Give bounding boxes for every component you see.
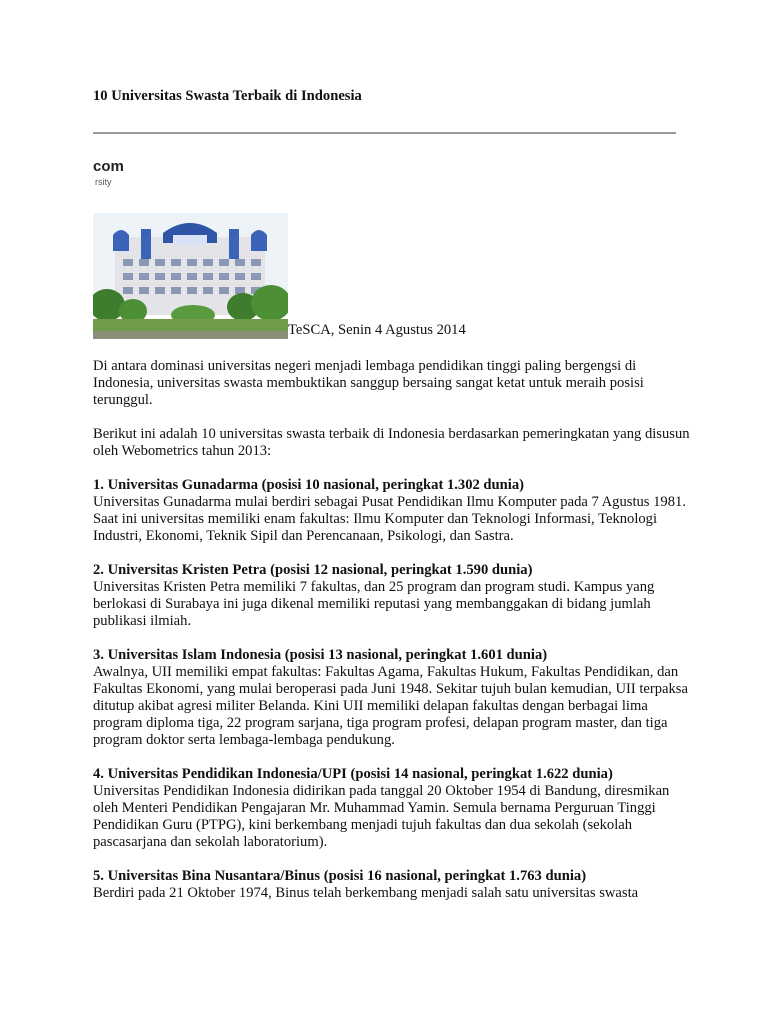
article-title: 10 Universitas Swasta Terbaik di Indonesia	[93, 88, 362, 104]
section-heading: 2. Universitas Kristen Petra (posisi 12 nasional, peringkat 1.590 dunia)	[93, 562, 533, 578]
university-section-5	[93, 868, 693, 902]
section-text: Universitas Kristen Petra memiliki 7 fakultas, dan 25 program dan program studi. Kampus yang berlokasi di Surabaya ini juga dikenal memiliki reputasi yang membanggakan di bidang jumlah publikasi ilmiah.	[93, 579, 655, 629]
section-heading: 5. Universitas Bina Nusantara/Binus (posisi 16 nasional, peringkat 1.763 dunia)	[93, 868, 587, 884]
section-text: Universitas Gunadarma mulai berdiri sebagai Pusat Pendidikan Ilmu Komputer pada 7 Agustus 1981. Saat ini universitas memiliki enam fakultas: Ilmu Komputer dan Teknologi Informasi, Teknologi Industri, Ekonomi, Teknik Sipil dan Perencanaan, Psikologi, dan Sastra.	[93, 494, 686, 544]
university-section-4	[93, 766, 693, 851]
logo-text-secondary: rsity	[95, 177, 112, 187]
section-heading: 1. Universitas Gunadarma (posisi 10 nasional, peringkat 1.302 dunia)	[93, 477, 524, 493]
section-text: Awalnya, UII memiliki empat fakultas: Fakultas Agama, Fakultas Hukum, Fakultas Pendidikan, dan Fakultas Ekonomi, yang mulai beroperasi pada Juni 1948. Sekitar tujuh bulan kemudian, UII terpaksa ditutup akibat agresi militer Belanda. Kini UII memiliki delapan fakultas dengan berbagai lima program diploma tiga, 22 program sarjana, tiga program profesi, delapan program master, dan tiga program doktor serta lembaga-lembaga pendukung.	[93, 664, 688, 748]
section-text: Berdiri pada 21 Oktober 1974, Binus telah berkembang menjadi salah satu universitas swasta	[93, 885, 639, 901]
section-heading: 4. Universitas Pendidikan Indonesia/UPI (posisi 14 nasional, peringkat 1.622 dunia)	[93, 766, 613, 782]
article-body	[93, 358, 693, 919]
horizontal-divider	[93, 132, 676, 134]
intro-paragraph-2: Berikut ini adalah 10 universitas swasta terbaik di Indonesia berdasarkan pemeringkatan yang disusun oleh Webometrics tahun 2013:	[93, 426, 690, 459]
logo-text-primary: com	[93, 158, 124, 175]
university-building-photo	[93, 155, 288, 339]
section-heading: 3. Universitas Islam Indonesia (posisi 13 nasional, peringkat 1.601 dunia)	[93, 647, 548, 663]
article-dateline: TeSCA, Senin 4 Agustus 2014	[288, 322, 466, 338]
intro-paragraph-1: Di antara dominasi universitas negeri menjadi lembaga pendidikan tinggi paling bergengsi di Indonesia, universitas swasta membuktikan sanggup bersaing sangat ketat untuk meraih posisi terunggul.	[93, 358, 644, 408]
university-section-1	[93, 477, 693, 545]
section-text: Universitas Pendidikan Indonesia didirikan pada tanggal 20 Oktober 1954 di Bandung, diresmikan oleh Menteri Pendidikan Pengajaran Mr. Muhammad Yamin. Semula bernama Perguruan Tinggi Pendidikan Guru (PTPG), kini berkembang menjadi tujuh fakultas dan dua sekolah (sekolah pascasarjana dan sekolah laboratorium).	[93, 783, 670, 850]
building-illustration	[93, 155, 288, 339]
university-section-2	[93, 562, 693, 630]
university-section-3	[93, 647, 693, 749]
